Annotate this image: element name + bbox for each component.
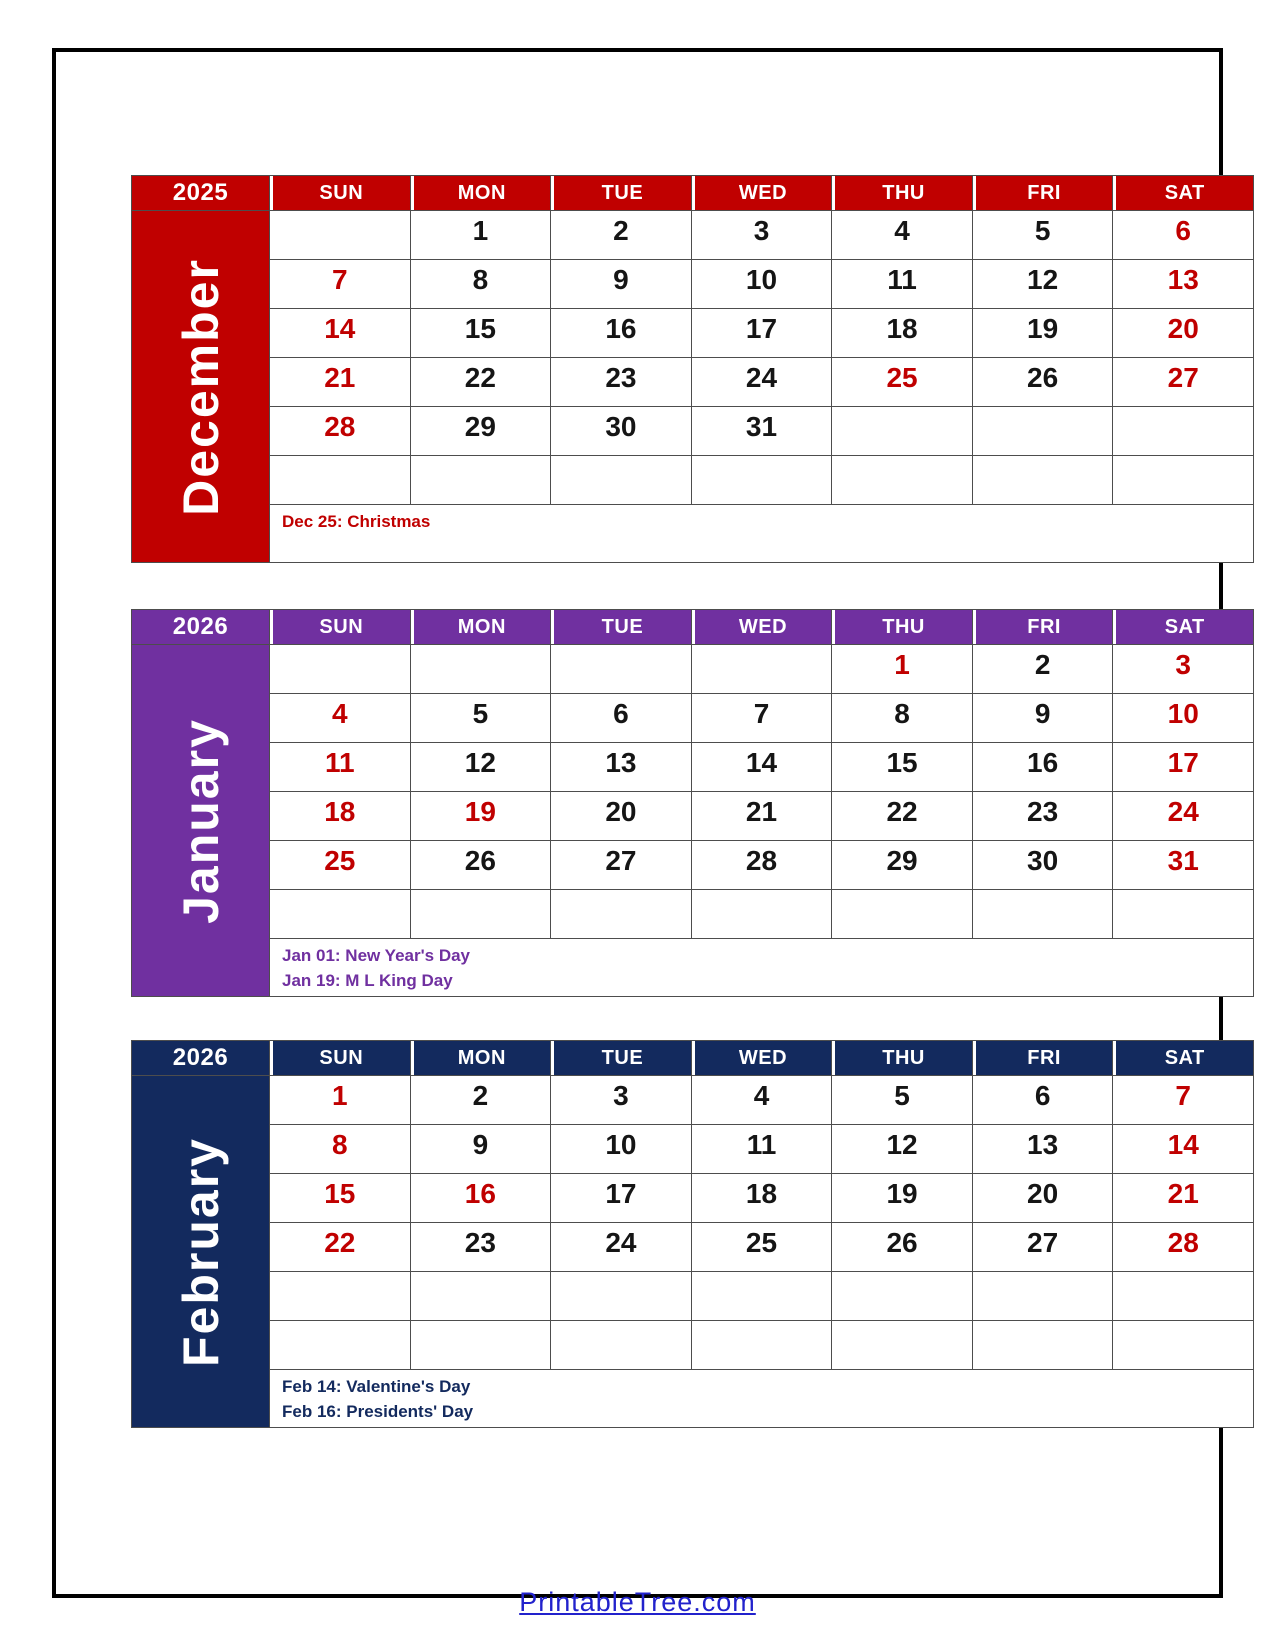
date-cell: 23 <box>973 792 1113 840</box>
date-cell <box>551 645 691 693</box>
date-cell <box>270 456 410 504</box>
date-cell: 26 <box>973 358 1113 406</box>
dow-header: WED <box>692 176 832 210</box>
date-cell: 11 <box>692 1125 832 1173</box>
date-cell <box>1113 1272 1253 1320</box>
date-cell: 1 <box>832 645 972 693</box>
date-cell: 8 <box>270 1125 410 1173</box>
holiday-line: Dec 25: Christmas <box>282 512 431 531</box>
date-cell: 13 <box>973 1125 1113 1173</box>
date-cell: 5 <box>832 1076 972 1124</box>
date-cell <box>411 645 551 693</box>
date-cell: 11 <box>270 743 410 791</box>
date-cell: 7 <box>1113 1076 1253 1124</box>
date-cell: 7 <box>692 694 832 742</box>
date-cell <box>973 1272 1113 1320</box>
dow-header: SUN <box>270 610 410 644</box>
date-cell: 2 <box>973 645 1113 693</box>
date-cell: 14 <box>692 743 832 791</box>
date-cell: 21 <box>270 358 410 406</box>
date-cell: 26 <box>411 841 551 889</box>
month-grid <box>131 609 1254 997</box>
dow-header: SAT <box>1113 1041 1253 1075</box>
date-cell: 16 <box>973 743 1113 791</box>
date-cell: 23 <box>411 1223 551 1271</box>
month-name: January <box>172 717 229 924</box>
date-cell: 12 <box>973 260 1113 308</box>
dow-header: FRI <box>973 176 1113 210</box>
date-cell: 28 <box>270 407 410 455</box>
date-cell <box>270 645 410 693</box>
date-cell: 4 <box>692 1076 832 1124</box>
dow-header: THU <box>832 610 972 644</box>
date-cell <box>1113 456 1253 504</box>
year-label: 2026 <box>132 1041 269 1075</box>
date-cell: 22 <box>411 358 551 406</box>
date-cell <box>270 1272 410 1320</box>
date-cell: 25 <box>270 841 410 889</box>
date-cell: 21 <box>1113 1174 1253 1222</box>
date-cell: 28 <box>692 841 832 889</box>
date-cell: 15 <box>832 743 972 791</box>
month-grid <box>131 1040 1254 1428</box>
date-cell <box>692 890 832 938</box>
date-cell: 5 <box>973 211 1113 259</box>
date-cell <box>973 407 1113 455</box>
date-cell <box>411 890 551 938</box>
date-cell: 11 <box>832 260 972 308</box>
date-cell: 1 <box>411 211 551 259</box>
date-cell: 22 <box>270 1223 410 1271</box>
date-cell: 6 <box>551 694 691 742</box>
dow-header: SUN <box>270 176 410 210</box>
date-cell: 9 <box>973 694 1113 742</box>
date-cell <box>973 1321 1113 1369</box>
dow-header: MON <box>411 176 551 210</box>
dow-header: SAT <box>1113 176 1253 210</box>
date-cell: 19 <box>832 1174 972 1222</box>
holiday-line: Feb 16: Presidents' Day <box>282 1401 474 1421</box>
dow-header: TUE <box>551 1041 691 1075</box>
date-cell: 12 <box>411 743 551 791</box>
date-cell: 14 <box>270 309 410 357</box>
date-cell: 24 <box>692 358 832 406</box>
date-cell <box>551 1321 691 1369</box>
month-sidebar <box>132 645 269 996</box>
date-cell: 19 <box>411 792 551 840</box>
date-cell <box>832 456 972 504</box>
date-cell: 17 <box>1113 743 1253 791</box>
date-cell: 21 <box>692 792 832 840</box>
date-cell <box>1113 407 1253 455</box>
dow-header: MON <box>411 610 551 644</box>
holiday-note <box>270 1370 1253 1427</box>
holiday-line: Feb 14: Valentine's Day <box>282 1377 471 1396</box>
month-name: February <box>172 1136 229 1367</box>
date-cell <box>551 890 691 938</box>
date-cell: 14 <box>1113 1125 1253 1173</box>
date-cell: 6 <box>973 1076 1113 1124</box>
date-cell <box>832 407 972 455</box>
date-cell: 16 <box>411 1174 551 1222</box>
dow-header: THU <box>832 1041 972 1075</box>
dow-header: WED <box>692 610 832 644</box>
date-cell: 12 <box>832 1125 972 1173</box>
date-cell: 27 <box>973 1223 1113 1271</box>
year-label: 2026 <box>132 610 269 644</box>
date-cell: 20 <box>551 792 691 840</box>
month-january-2026 <box>131 609 1254 997</box>
date-cell: 20 <box>1113 309 1253 357</box>
dow-header: WED <box>692 1041 832 1075</box>
date-cell: 24 <box>551 1223 691 1271</box>
date-cell: 5 <box>411 694 551 742</box>
month-name: December <box>172 257 229 516</box>
month-sidebar <box>132 1076 269 1427</box>
date-cell <box>411 456 551 504</box>
date-cell: 28 <box>1113 1223 1253 1271</box>
date-cell <box>973 890 1113 938</box>
date-cell <box>832 1321 972 1369</box>
month-grid <box>131 175 1254 563</box>
date-cell: 26 <box>832 1223 972 1271</box>
date-cell: 2 <box>551 211 691 259</box>
year-label: 2025 <box>132 176 269 210</box>
date-cell: 3 <box>692 211 832 259</box>
date-cell: 9 <box>551 260 691 308</box>
holiday-line: Jan 01: New Year's Day <box>282 946 471 965</box>
date-cell: 7 <box>270 260 410 308</box>
date-cell <box>832 1272 972 1320</box>
date-cell: 4 <box>832 211 972 259</box>
date-cell: 10 <box>551 1125 691 1173</box>
date-cell: 27 <box>551 841 691 889</box>
date-cell: 30 <box>973 841 1113 889</box>
dow-header: MON <box>411 1041 551 1075</box>
month-sidebar <box>132 211 269 562</box>
date-cell: 25 <box>832 358 972 406</box>
date-cell: 4 <box>270 694 410 742</box>
date-cell: 18 <box>270 792 410 840</box>
date-cell: 24 <box>1113 792 1253 840</box>
date-cell <box>692 645 832 693</box>
date-cell: 22 <box>832 792 972 840</box>
date-cell: 2 <box>411 1076 551 1124</box>
dow-header: TUE <box>551 610 691 644</box>
date-cell: 29 <box>832 841 972 889</box>
date-cell: 23 <box>551 358 691 406</box>
date-cell: 17 <box>551 1174 691 1222</box>
date-cell: 15 <box>270 1174 410 1222</box>
date-cell: 8 <box>411 260 551 308</box>
holiday-line: Jan 19: M L King Day <box>282 970 453 990</box>
dow-header: SUN <box>270 1041 410 1075</box>
dow-header: SAT <box>1113 610 1253 644</box>
date-cell: 20 <box>973 1174 1113 1222</box>
date-cell <box>832 890 972 938</box>
date-cell <box>1113 1321 1253 1369</box>
holiday-note <box>270 505 1253 562</box>
date-cell: 6 <box>1113 211 1253 259</box>
footer <box>56 1587 1219 1618</box>
date-cell <box>551 456 691 504</box>
date-cell <box>270 1321 410 1369</box>
date-cell: 19 <box>973 309 1113 357</box>
date-cell: 15 <box>411 309 551 357</box>
date-cell: 1 <box>270 1076 410 1124</box>
date-cell <box>551 1272 691 1320</box>
dow-header: FRI <box>973 610 1113 644</box>
dow-header: TUE <box>551 176 691 210</box>
dow-header: FRI <box>973 1041 1113 1075</box>
date-cell <box>692 1272 832 1320</box>
date-cell: 31 <box>692 407 832 455</box>
date-cell: 30 <box>551 407 691 455</box>
footer-link[interactable]: PrintableTree.com <box>519 1587 756 1617</box>
date-cell: 8 <box>832 694 972 742</box>
date-cell: 9 <box>411 1125 551 1173</box>
date-cell: 29 <box>411 407 551 455</box>
date-cell: 17 <box>692 309 832 357</box>
date-cell <box>692 456 832 504</box>
page-border-frame <box>52 48 1223 1617</box>
date-cell <box>692 1321 832 1369</box>
date-cell: 13 <box>1113 260 1253 308</box>
date-cell: 18 <box>832 309 972 357</box>
date-cell: 3 <box>1113 645 1253 693</box>
date-cell <box>411 1321 551 1369</box>
date-cell: 18 <box>692 1174 832 1222</box>
date-cell: 25 <box>692 1223 832 1271</box>
holiday-note <box>270 939 1253 996</box>
date-cell <box>411 1272 551 1320</box>
date-cell: 10 <box>692 260 832 308</box>
date-cell: 13 <box>551 743 691 791</box>
date-cell <box>270 211 410 259</box>
date-cell: 31 <box>1113 841 1253 889</box>
date-cell <box>973 456 1113 504</box>
date-cell: 10 <box>1113 694 1253 742</box>
date-cell: 3 <box>551 1076 691 1124</box>
date-cell <box>270 890 410 938</box>
date-cell: 27 <box>1113 358 1253 406</box>
month-december-2025 <box>131 175 1254 563</box>
month-february-2026 <box>131 1040 1254 1428</box>
date-cell: 16 <box>551 309 691 357</box>
date-cell <box>1113 890 1253 938</box>
dow-header: THU <box>832 176 972 210</box>
